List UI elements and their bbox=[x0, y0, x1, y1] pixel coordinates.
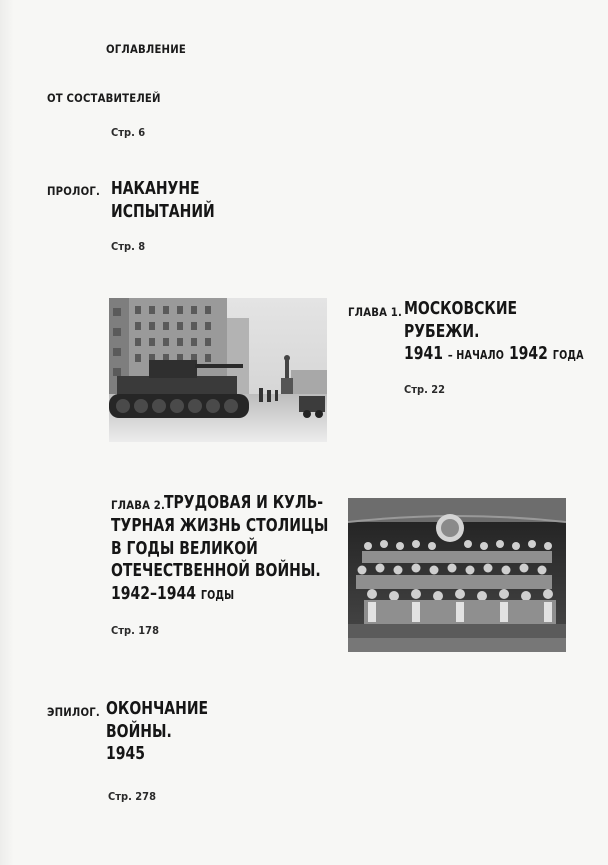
intro-page: Стр. 6 bbox=[111, 126, 146, 139]
chapter1-years bbox=[404, 343, 584, 367]
epilogue-title-line2: ВОЙНЫ. bbox=[106, 721, 172, 742]
chapter2-label: ГЛАВА 2. bbox=[111, 498, 166, 512]
epilogue-title bbox=[106, 698, 208, 766]
chapter1-title bbox=[404, 298, 584, 367]
chapter2-page: Стр. 178 bbox=[111, 624, 159, 637]
chapter1-year-end: 1942 bbox=[508, 344, 548, 364]
chapter1-page: Стр. 22 bbox=[404, 383, 446, 396]
epilogue-title-line3: 1945 bbox=[106, 744, 145, 764]
chapter1-year-suffix: ГОДА bbox=[552, 348, 584, 362]
prologue-label: ПРОЛОГ. bbox=[47, 184, 101, 198]
tank-photo-image bbox=[109, 298, 327, 442]
chapter1-title-line1: МОСКОВСКИЕ bbox=[404, 299, 518, 319]
orchestra-photo-image bbox=[348, 498, 566, 652]
epilogue-page: Стр. 278 bbox=[108, 790, 156, 803]
chapter2-title-line2: ТУРНАЯ ЖИЗНЬ СТОЛИЦЫ bbox=[111, 516, 329, 536]
chapter1-year-mid: – НАЧАЛО bbox=[447, 348, 505, 362]
prologue-title-line2: ИСПЫТАНИЙ bbox=[111, 201, 215, 222]
prologue-title bbox=[111, 178, 215, 223]
chapter1-label: ГЛАВА 1. bbox=[348, 305, 403, 319]
chapter2-title bbox=[164, 492, 323, 515]
chapter2-title-rest bbox=[111, 515, 328, 606]
epilogue-title-line1: ОКОНЧАНИЕ bbox=[106, 699, 209, 719]
chapter2-years-suffix: ГОДЫ bbox=[200, 587, 235, 602]
intro-title: ОТ СОСТАВИТЕЛЕЙ bbox=[47, 91, 161, 105]
chapter2-years-line bbox=[111, 583, 328, 607]
chapter2-years: 1942–1944 bbox=[111, 583, 196, 604]
chapter2-title-line1: ТРУДОВАЯ И КУЛЬ- bbox=[164, 493, 324, 513]
tank-photo bbox=[109, 298, 327, 442]
chapter1-year-start: 1941 bbox=[404, 344, 443, 364]
prologue-title-line1: НАКАНУНЕ bbox=[111, 179, 200, 199]
epilogue-label: ЭПИЛОГ. bbox=[47, 705, 100, 719]
orchestra-photo bbox=[348, 498, 566, 652]
toc-heading: ОГЛАВЛЕНИЕ bbox=[106, 42, 186, 56]
chapter1-title-line2: РУБЕЖИ. bbox=[404, 321, 480, 342]
prologue-page: Стр. 8 bbox=[111, 240, 146, 253]
chapter2-title-line3: В ГОДЫ ВЕЛИКОЙ bbox=[111, 538, 258, 559]
chapter2-title-line4: ОТЕЧЕСТВЕННОЙ ВОЙНЫ. bbox=[111, 561, 321, 581]
